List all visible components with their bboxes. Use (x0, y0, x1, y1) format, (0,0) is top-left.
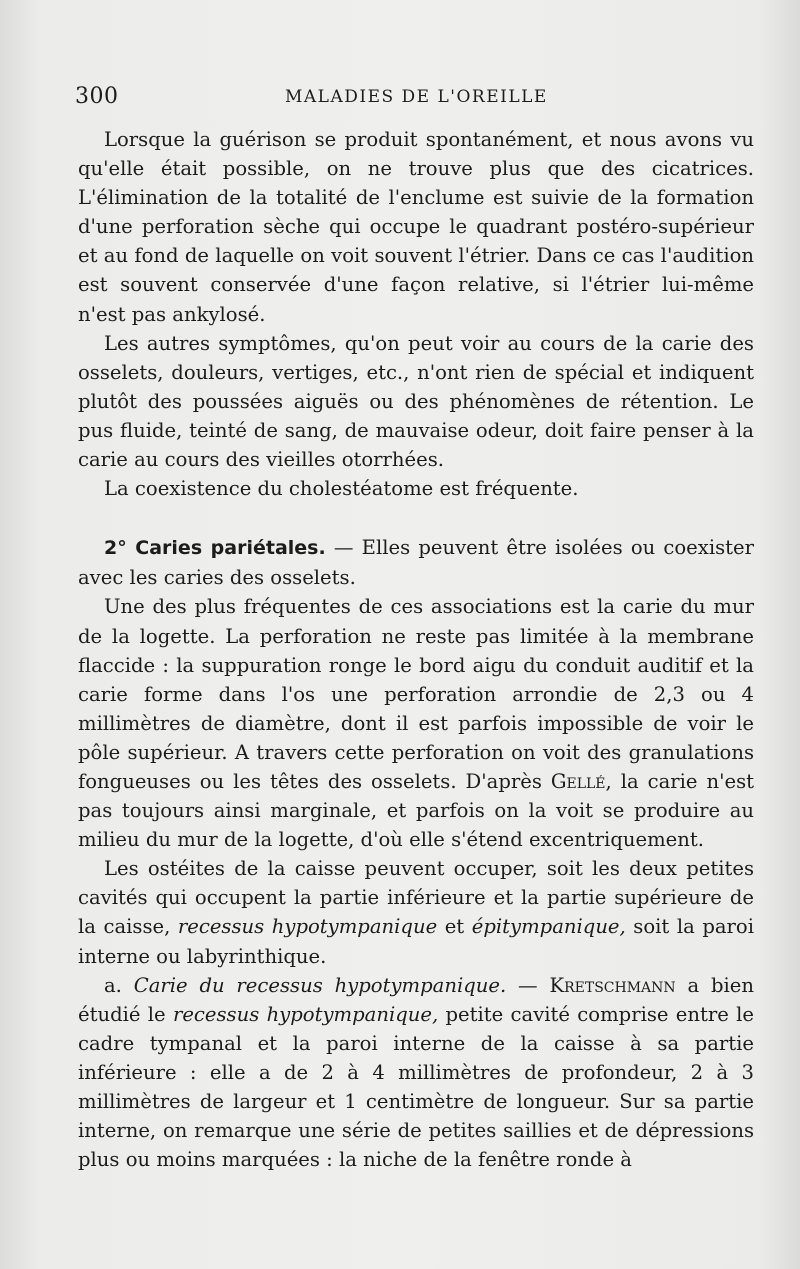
paragraph-5-text-b: , la carie n'est pas toujours ainsi marginale, et parfois on la voit se produire au milieu du mur de la logette, d'où elle s'étend excentriquement. (78, 769, 754, 852)
subsection-label: a. (104, 973, 134, 997)
paragraph-6-text-c: soit la paroi interne ou labyrinthique. (78, 915, 754, 968)
author-name: Kretschmann (549, 973, 676, 997)
section-intro-text: — Elles peuvent être isolées ou coexister avec les caries des osselets. (78, 536, 754, 590)
paragraph-1: Lorsque la guérison se produit spontanément, et nous avons vu qu'elle était possible, on ne trouve plus que des cicatrices. L'élimination de la totalité de l'enclume est suivie de la formation d'une perforation sèche qui occupe le quadrant postéro-supérieur et au fond de laquelle on voit souvent l'étrier. Dans ce cas l'audition est souvent conservée d'une façon relative, si l'étrier lui-même n'est pas ankylosé. (78, 128, 754, 326)
paragraph-5 (78, 592, 754, 854)
paragraph-2: Les autres symptômes, qu'on peut voir au cours de la carie des osselets, douleurs, vertiges, etc., n'ont rien de spécial et indiquent plutôt des poussées aiguës ou des phénomènes de rétention. Le pus fluide, teinté de sang, de mauvaise odeur, doit faire penser à la carie au cours des vieilles otorrhées. (78, 331, 754, 472)
paragraph-7-text-b: a bien étudié le (78, 973, 754, 1026)
paragraph-6 (78, 854, 754, 970)
section-title: 2° Caries pariétales. (104, 537, 326, 560)
paragraph-7-text-c: petite cavité comprise entre le cadre tympanal et la paroi interne de la caisse à sa partie inférieure : elle a de 2 à 4 millimètres de profondeur, 2 à 3 millimètres de largeur et 1 centimètre de longueur. Sur sa partie interne, on remarque une série de petites saillies et de dépressions plus ou moins marquées : la niche de la fenêtre ronde à (78, 1002, 754, 1172)
subsection-title: Carie du recessus hypotympanique. (133, 973, 507, 997)
paragraph-7-text-a: — (506, 973, 550, 997)
paragraph-3: La coexistence du cholestéatome est fréquente. (104, 477, 579, 501)
paragraph-6-text-a: Les ostéites de la caisse peuvent occuper, soit les deux petites cavités qui occupent la partie inférieure et la partie supérieure de la caisse, (78, 857, 754, 939)
running-head: MALADIES DE L'OREILLE (285, 87, 548, 107)
term-epitympanique: épitympanique, (471, 915, 626, 939)
page-header (75, 84, 755, 114)
term-hypotympanique: recessus hypotympanique (177, 915, 438, 939)
paragraph-5-text-a: Une des plus fréquentes de ces associations est la carie du mur de la logette. La perforation ne reste pas limitée à la membrane flaccide : la suppuration ronge le bord aigu du conduit auditif et la carie forme dans l'os une perforation arrondie de 2,3 ou 4 millimètres de diamètre, dont il est parfois impossible de voir le pôle supérieur. A travers cette perforation on voit des granulations fongueuses ou les têtes des osselets. D'après (78, 595, 754, 793)
page-body (78, 125, 754, 1174)
paragraph-section-caries-parietales (78, 533, 754, 592)
author-name: Gellé (550, 769, 606, 793)
page-number: 300 (75, 84, 119, 109)
term-recessus: recessus hypotympanique, (172, 1002, 439, 1026)
paragraph-6-text-b: et (437, 915, 472, 939)
paragraph-7 (78, 971, 754, 1175)
